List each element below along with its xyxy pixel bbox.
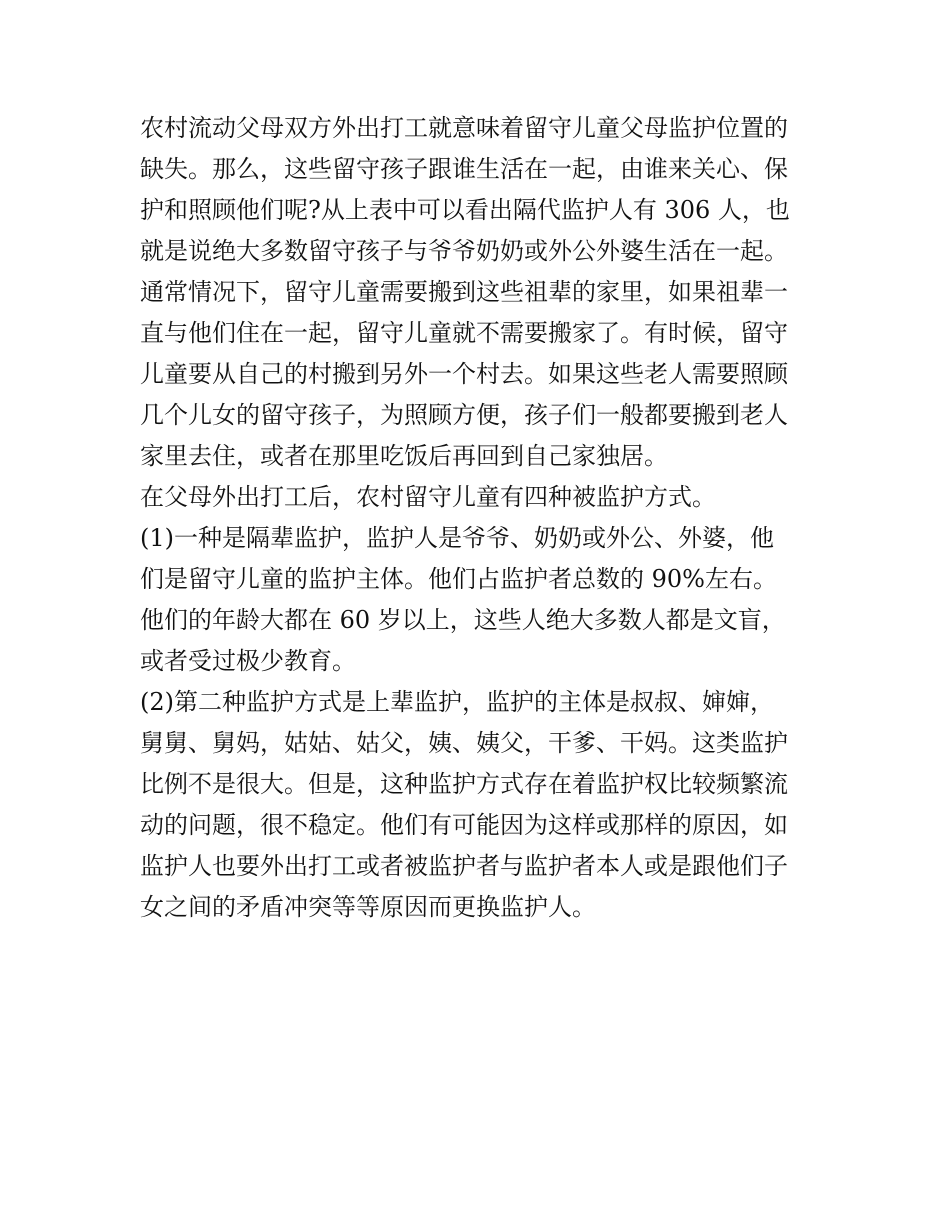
text-line: 女之间的矛盾冲突等等原因而更换监护人。 [140,893,596,921]
text-line: 他们的年龄大都在 60 岁以上，这些人绝大多数人都是文盲， [140,606,786,634]
text-line: 在父母外出打工后，农村留守儿童有四种被监护方式。 [140,483,716,511]
document-page [140,108,820,928]
text-line: 儿童要从自己的村搬到另外一个村去。如果这些老人需要照顾 [140,360,788,388]
text-line: 就是说绝大多数留守孩子与爷爷奶奶或外公外婆生活在一起。 [140,237,788,265]
text-line: 缺失。那么，这些留守孩子跟谁生活在一起，由谁来关心、保 [140,155,788,183]
text-line: (2)第二种监护方式是上辈监护，监护的主体是叔叔、婶婶， [140,688,774,716]
text-line: 通常情况下，留守儿童需要搬到这些祖辈的家里，如果祖辈一 [140,278,788,306]
text-line: 或者受过极少教育。 [140,647,356,675]
text-line: 们是留守儿童的监护主体。他们占监护者总数的 90%左右。 [140,565,777,593]
text-line: 农村流动父母双方外出打工就意味着留守儿童父母监护位置的 [140,114,788,142]
text-line: 直与他们住在一起，留守儿童就不需要搬家了。有时候，留守 [140,319,788,347]
text-line: 比例不是很大。但是，这种监护方式存在着监护权比较频繁流 [140,770,788,798]
text-line: 舅舅、舅妈，姑姑、姑父，姨、姨父，干爹、干妈。这类监护 [140,729,788,757]
text-line: 护和照顾他们呢?从上表中可以看出隔代监护人有 306 人，也 [140,196,790,224]
text-line: 监护人也要外出打工或者被监护者与监护者本人或是跟他们子 [140,852,788,880]
text-line: 家里去住，或者在那里吃饭后再回到自己家独居。 [140,442,668,470]
text-line: 几个儿女的留守孩子，为照顾方便，孩子们一般都要搬到老人 [140,401,788,429]
text-line: 动的问题，很不稳定。他们有可能因为这样或那样的原因，如 [140,811,788,839]
text-line: (1)一种是隔辈监护，监护人是爷爷、奶奶或外公、外婆，他 [140,524,774,552]
